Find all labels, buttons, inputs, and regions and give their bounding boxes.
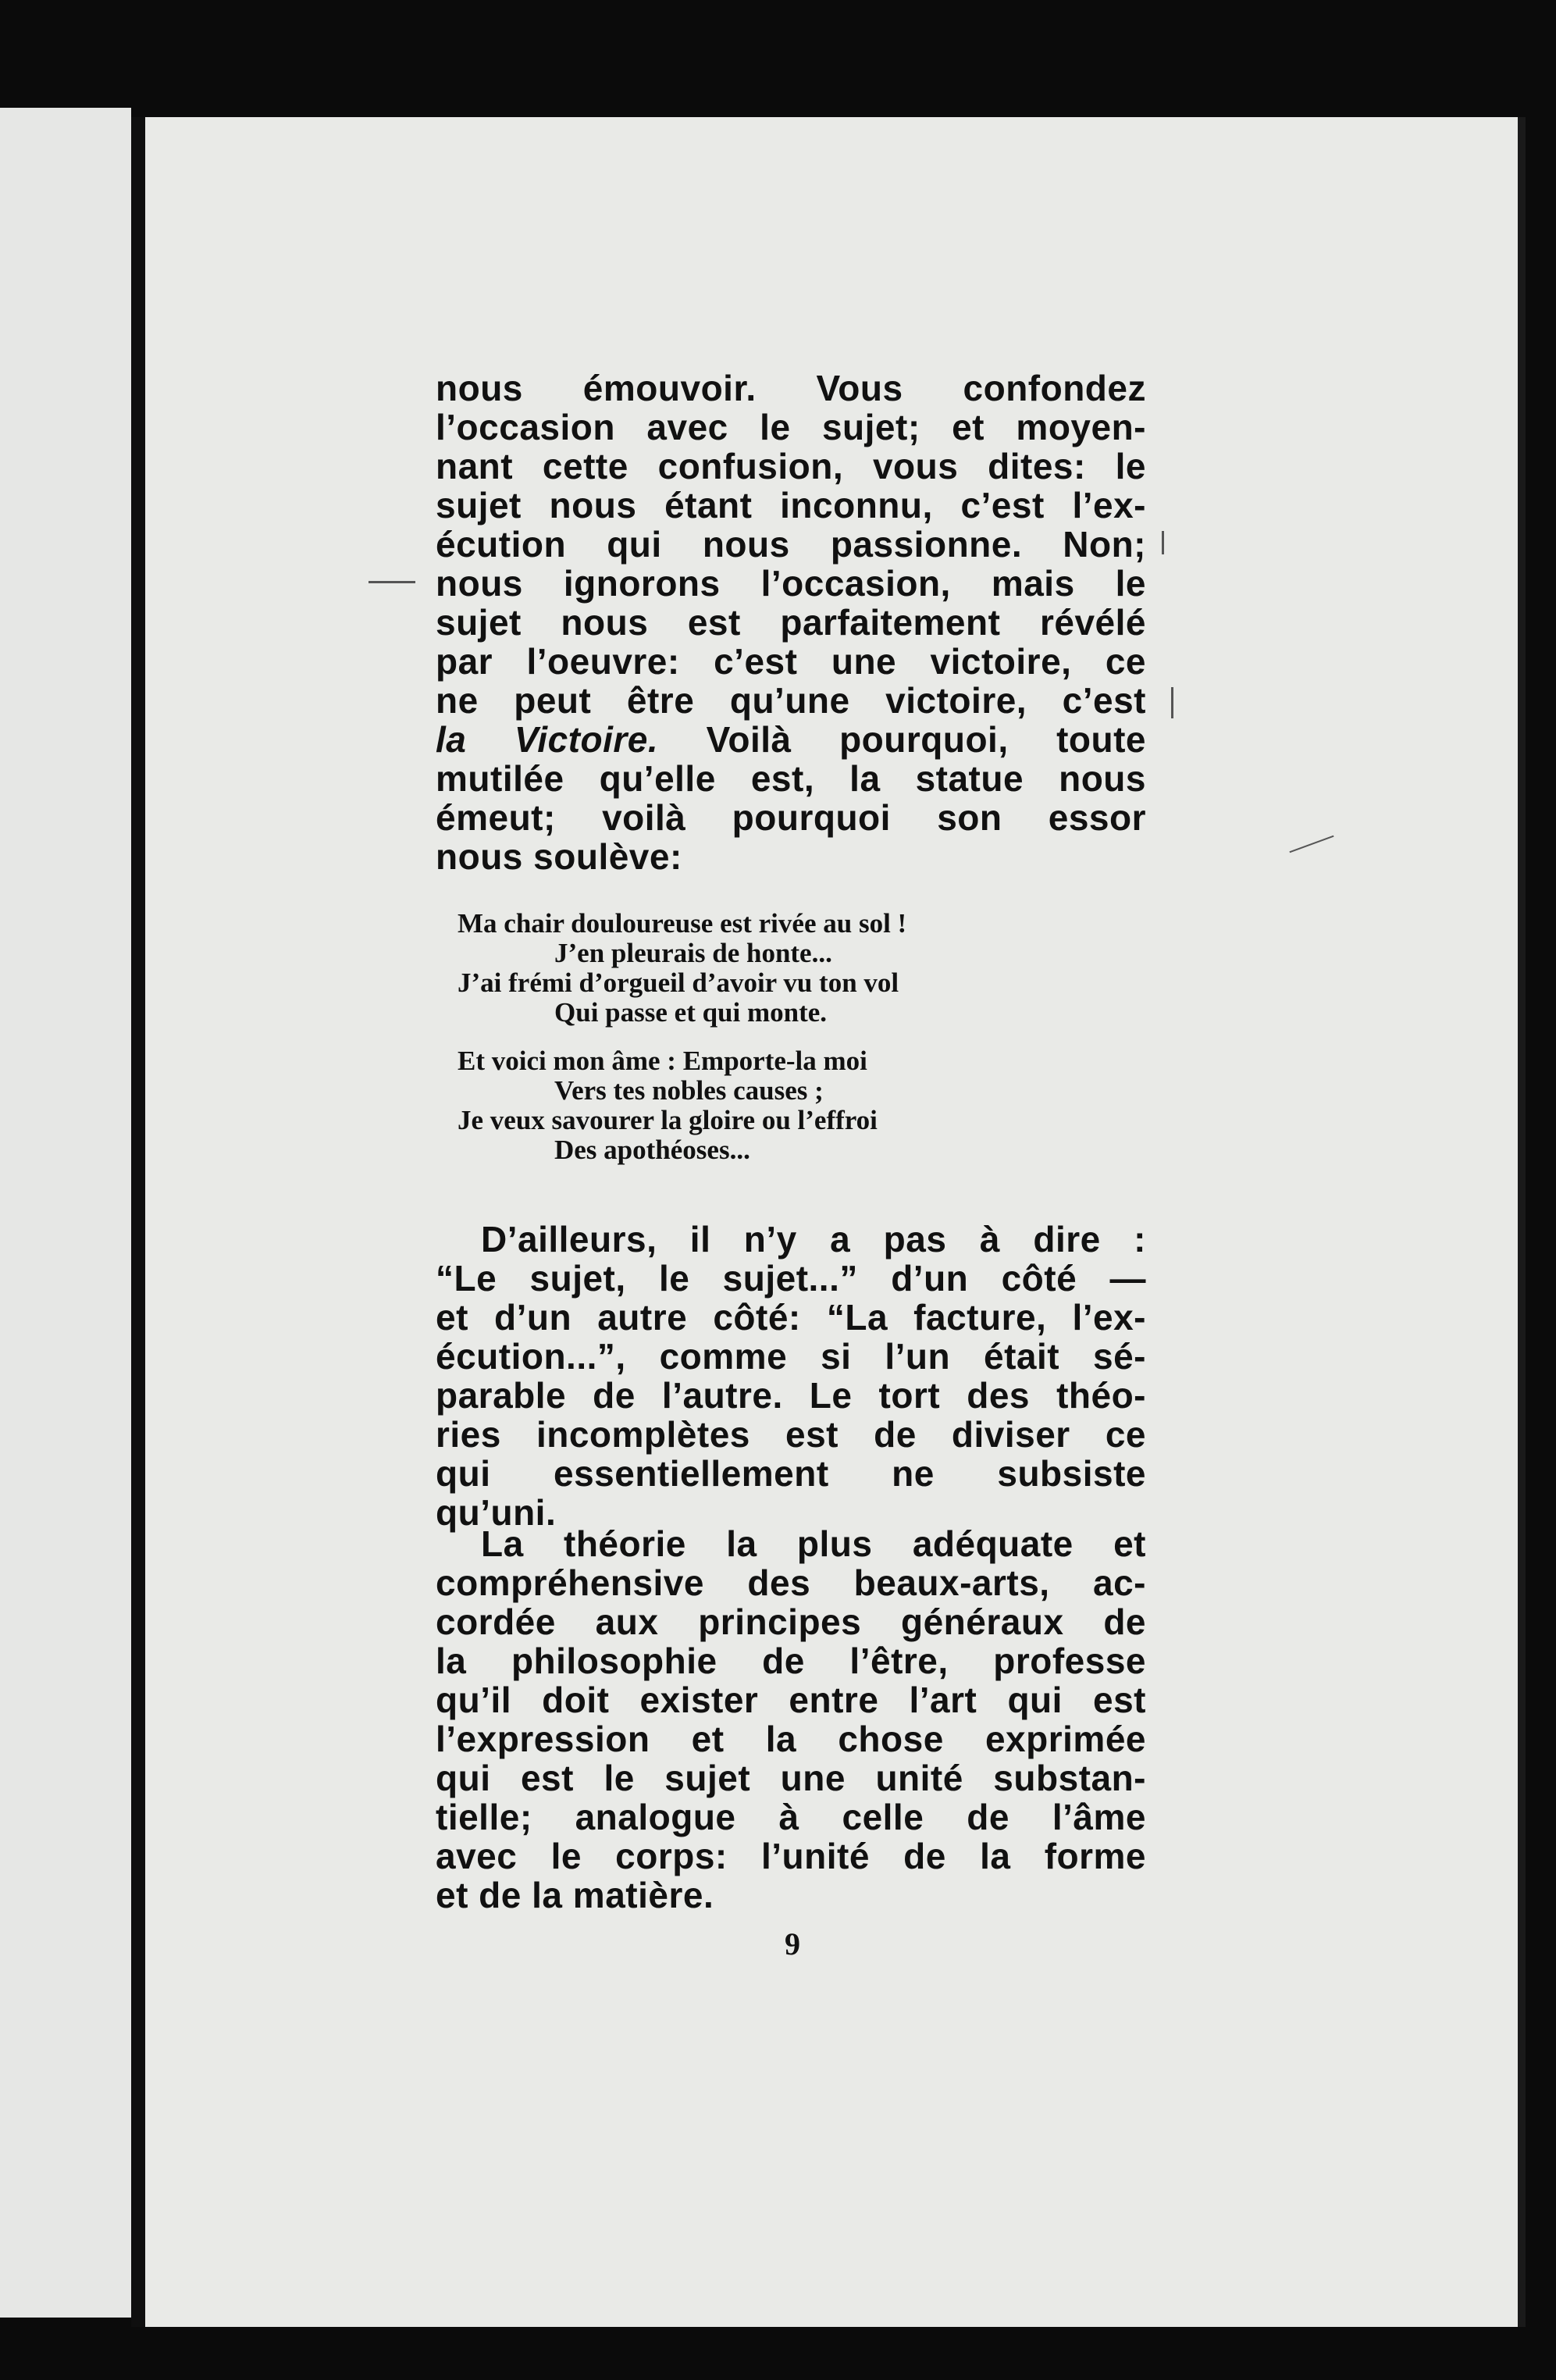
text-line: la philosophie de l’être, professe: [436, 1641, 1146, 1681]
paragraph-2: [436, 1220, 1146, 1532]
page-right-edge: [1518, 117, 1526, 2327]
text-line: par l’oeuvre: c’est une victoire, ce: [436, 641, 1146, 682]
text-line: compréhensive des beaux-arts, ac-: [436, 1562, 1146, 1603]
text-line: ries incomplètes est de diviser ce: [436, 1414, 1146, 1455]
text-line: qu’il doit exister entre l’art qui est: [436, 1680, 1146, 1720]
text-line: et d’un autre côté: “La facture, l’ex-: [436, 1297, 1146, 1338]
poem-line: Ma chair douloureuse est rivée au sol !: [458, 908, 907, 939]
text-line: avec le corps: l’unité de la forme: [436, 1836, 1146, 1876]
text-line: D’ailleurs, il n’y a pas à dire :: [481, 1219, 1146, 1259]
text-line: parable de l’autre. Le tort des théo-: [436, 1375, 1146, 1416]
text-line: cordée aux principes généraux de: [436, 1602, 1146, 1642]
text-line: mutilée qu’elle est, la statue nous: [436, 758, 1146, 799]
text-line: nous ignorons l’occasion, mais le: [436, 563, 1146, 604]
text-line: émeut; voilà pourquoi son essor: [436, 797, 1146, 838]
italic-title: la Victoire.: [436, 719, 659, 760]
poem-line: Je veux savourer la gloire ou l’effroi: [458, 1105, 878, 1135]
poem-quotation: [458, 909, 1129, 1165]
poem-line: Des apothéoses...: [554, 1135, 750, 1165]
book-gutter: [131, 117, 147, 2327]
poem-line: J’en pleurais de honte...: [554, 938, 832, 968]
poem-line: J’ai frémi d’orgueil d’avoir vu ton vol: [458, 967, 899, 998]
text-line: La théorie la plus adéquate et: [481, 1523, 1146, 1564]
text-line: qu’uni.: [436, 1492, 557, 1533]
text-line: qui est le sujet une unité substan-: [436, 1758, 1146, 1798]
text-line: qui essentiellement ne subsiste: [436, 1453, 1146, 1494]
text-line: nous émouvoir. Vous confondez: [436, 368, 1146, 408]
text-line: [436, 720, 1146, 759]
facing-page-edge: [0, 108, 131, 2318]
text-line: nant cette confusion, vous dites: le: [436, 446, 1146, 486]
text-line: “Le sujet, le sujet...” d’un côté —: [436, 1258, 1146, 1299]
stanza-gap: [458, 1028, 1129, 1046]
text-line: tielle; analogue à celle de l’âme: [436, 1797, 1146, 1837]
text-line: nous soulève:: [436, 836, 682, 877]
margin-tick-mark: [1171, 687, 1173, 718]
text-line: ne peut être qu’une victoire, c’est: [436, 680, 1146, 721]
margin-dash-mark: [369, 581, 415, 583]
poem-line: Vers tes nobles causes ;: [554, 1075, 824, 1106]
text-line: l’occasion avec le sujet; et moyen-: [436, 407, 1146, 447]
text-line: et de la matière.: [436, 1875, 714, 1915]
text-line: écution qui nous passionne. Non;: [436, 524, 1146, 565]
poem-line: Qui passe et qui monte.: [554, 997, 828, 1028]
text-line: sujet nous étant inconnu, c’est l’ex-: [436, 485, 1146, 526]
poem-line: Et voici mon âme : Emporte-la moi: [458, 1046, 867, 1076]
text-fragment: Voilà pourquoi, toute: [706, 719, 1146, 760]
paragraph-3: [436, 1524, 1146, 1915]
text-line: sujet nous est parfaitement révélé: [436, 602, 1146, 643]
text-line: l’expression et la chose exprimée: [436, 1719, 1146, 1759]
page-number: 9: [785, 1926, 800, 1961]
paragraph-1: [436, 369, 1146, 876]
text-line: écution...”, comme si l’un était sé-: [436, 1336, 1146, 1377]
margin-tick-mark: [1162, 531, 1164, 554]
